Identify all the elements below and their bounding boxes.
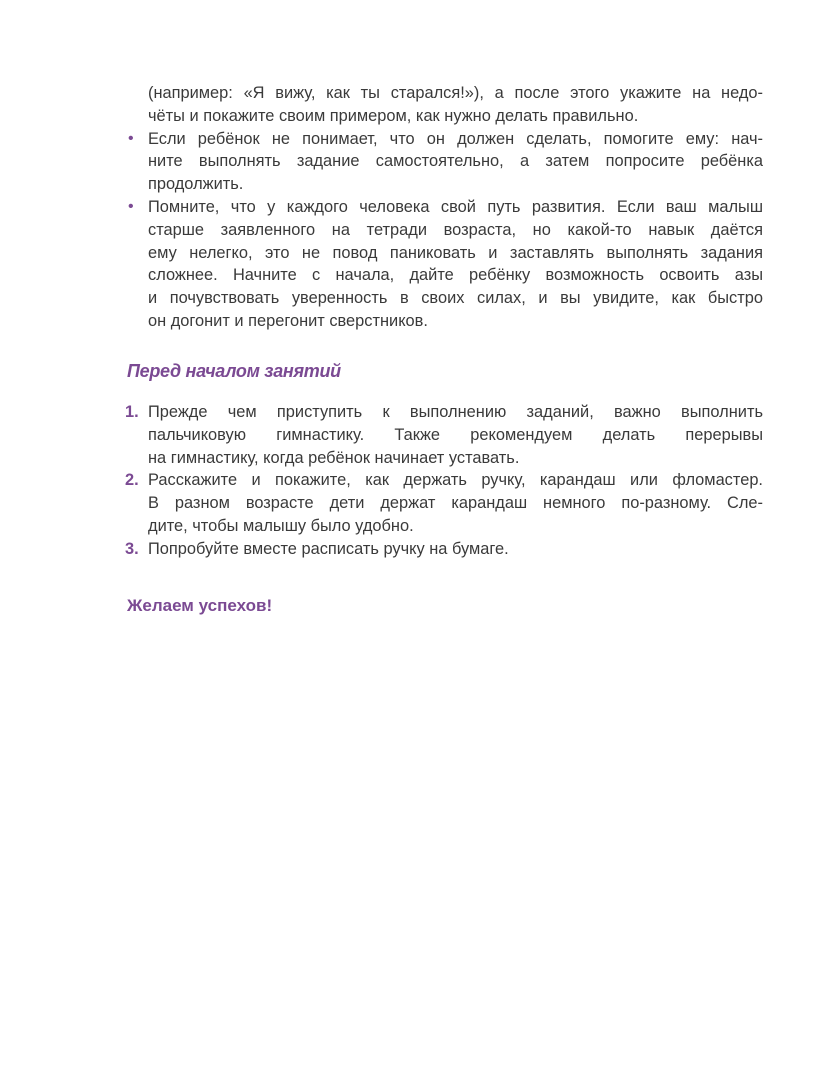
text-line: (например: «Я вижу, как ты старался!»), а после этого укажите на недо- — [148, 84, 763, 102]
closing-wish: Желаем успехов! — [127, 596, 273, 615]
text-line: Попробуйте вместе расписать ручку на бумаге. — [148, 539, 509, 558]
text-line: ните выполнять задание самостоятельно, а затем попросите ребёнка — [148, 152, 763, 171]
text-line: на гимнастику, когда ребёнок начинает уставать. — [148, 448, 520, 467]
step-item — [125, 538, 763, 561]
steps-list — [125, 401, 763, 561]
text-line: Расскажите и покажите, как держать ручку, карандаш или фломастер. — [148, 471, 763, 490]
intro-continuation — [128, 82, 763, 333]
text-line: ему нелегко, это не повод паниковать и заставлять выполнять задания — [148, 243, 763, 262]
text-line: чёты и покажите своим примером, как нужно делать правильно. — [148, 106, 639, 125]
text-line: дите, чтобы малышу было удобно. — [148, 516, 414, 535]
text-line: Помните, что у каждого человека свой путь развития. Если ваш малыш — [148, 197, 763, 216]
text-line: В разном возрасте дети держат карандаш немного по-разному. Сле- — [148, 494, 763, 513]
bullet-icon: • — [128, 129, 134, 147]
bullet-item — [128, 128, 763, 196]
text-line: и почувствовать уверенность в своих силах, и вы увидите, как быстро — [148, 289, 763, 308]
text-line: старше заявленного на тетради возраста, но какой-то навык даётся — [148, 220, 763, 239]
step-item — [125, 401, 763, 469]
text-line: Прежде чем приступить к выполнению заданий, важно выполнить — [148, 403, 763, 421]
step-item — [125, 469, 763, 537]
bullet-item — [128, 196, 763, 333]
step-number: 1. — [125, 403, 139, 421]
text-line: Если ребёнок не понимает, что он должен сделать, помогите ему: нач- — [148, 129, 763, 148]
bullet-icon: • — [128, 197, 134, 215]
text-line: пальчиковую гимнастику. Также рекомендуем делать перерывы — [148, 425, 763, 444]
step-number: 2. — [125, 471, 139, 490]
section-heading: Перед началом занятий — [127, 361, 341, 381]
text-line: сложнее. Начните с начала, дайте ребёнку возможность освоить азы — [148, 266, 763, 285]
text-line: продолжить. — [148, 175, 244, 194]
text-line: он догонит и перегонит сверстников. — [148, 311, 428, 330]
step-number: 3. — [125, 539, 139, 558]
